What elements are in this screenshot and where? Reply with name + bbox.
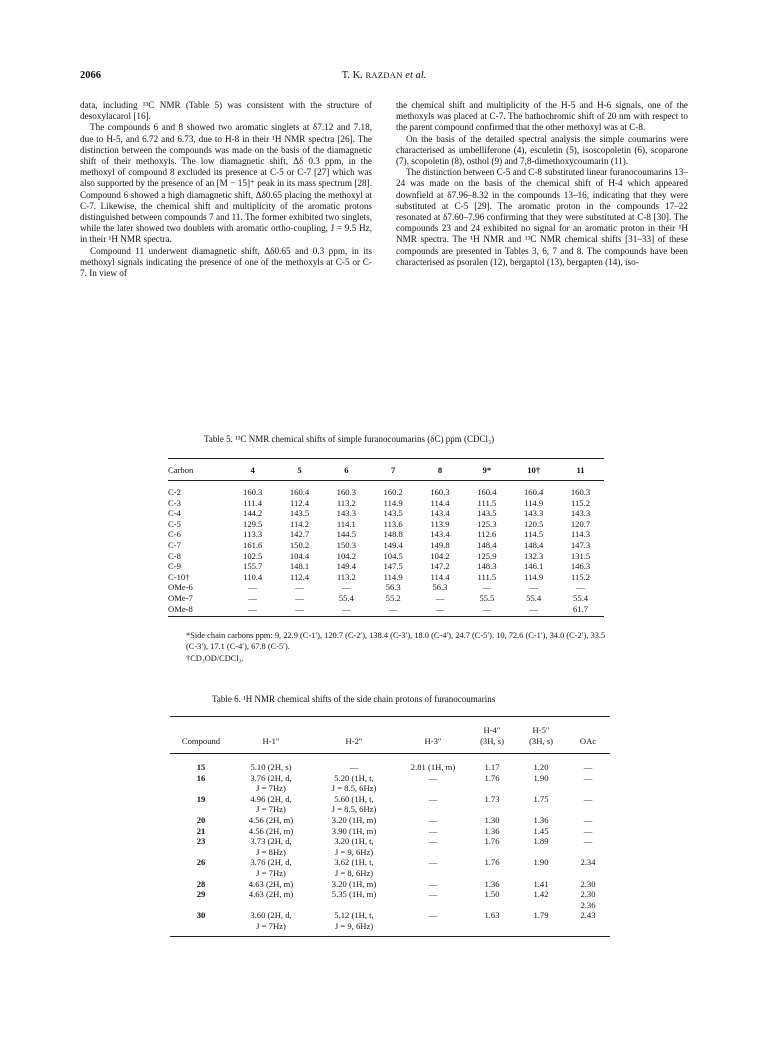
shift-value: — [435, 592, 445, 603]
shift-h2 [310, 773, 398, 794]
table-row [168, 572, 604, 583]
shift-value: 111.5 [477, 571, 497, 582]
cell-line: — [583, 825, 593, 836]
shift-oac [566, 836, 610, 857]
shift-value: 150.2 [289, 539, 310, 550]
cell-line: 3.73 (2H, d, [250, 836, 292, 847]
table5-column-header: 11 [557, 459, 604, 481]
table-row [170, 773, 610, 794]
cell-line: — [583, 836, 593, 847]
shift-oac [566, 815, 610, 826]
header-compound: Compound [170, 736, 232, 754]
compound-number: 30 [170, 910, 232, 936]
shift-oac [566, 857, 610, 878]
cell-line: 2.36 [580, 899, 596, 910]
cell-line: 3.20 (1H, t, [334, 836, 374, 847]
table5 [168, 458, 604, 617]
shift-value: 104.2 [430, 550, 450, 561]
shift-h4: 1.36 [484, 878, 500, 889]
carbon-label: C-2 [168, 487, 181, 497]
shift-value: 115.2 [571, 497, 591, 508]
shift-value: — [510, 604, 557, 617]
table6-header-row [170, 736, 610, 754]
cell-line: 2.30 [580, 889, 596, 900]
shift-h5: 1.90 [533, 857, 549, 868]
shift-value: — [248, 592, 257, 603]
paragraph: Compound 11 underwent diamagnetic shift, Δδ0.65 and 0.3 ppm, in its methoxyl signals indicating the presence of one of the methoxyls at C-5 or C-7. In view of [80, 245, 372, 279]
shift-value: 129.5 [243, 518, 263, 529]
shift-value: 155.7 [243, 561, 263, 572]
shift-h4: 1.73 [484, 793, 500, 804]
shift-h5: 1.45 [533, 825, 549, 836]
shift-oac [566, 754, 610, 773]
shift-value: 161.6 [243, 539, 263, 550]
shift-value: 144.5 [336, 529, 357, 540]
paragraph: The compounds 6 and 8 showed two aromatic singlets at δ7.12 and 7.18, due to H-5, and 6.72 and 6.73, due to H-8 in their ¹H NMR spectra [26]. The distinction between the compounds was made on the basis of the diamagnetic shift of their methoxyls. The low diamagnetic shift, Δδ 0.3 ppm, in the methoxyl of compound 8 excluded its presence at C-5 or C-7 [27] which was also supported by the presence of an [M − 15]⁺ peak in its mass spectrum [28]. Compound 6 showed a high diamagnetic shift, Δδ0.65 placing the methoxyl at C-7. Likewise, the chemical shift and multiplicity of the aromatic protons distinguished between compounds 7 and 11. The former exhibited two singlets, while the later showed two doublets with aromatic ortho-coupling, J = 9.5 Hz, in their ¹H NMR spectra. [80, 122, 372, 245]
shift-h4: 1.76 [484, 857, 500, 868]
compound-number: 19 [196, 793, 206, 804]
author-initials: T. K. [341, 70, 363, 81]
running-header [80, 70, 688, 86]
shift-h3: — [398, 910, 468, 936]
shift-value: — [323, 604, 370, 617]
table5-column-header: Carbon [168, 459, 229, 481]
shift-value: 114.9 [383, 571, 403, 582]
shift-h2 [310, 857, 398, 878]
header-h1: H-1″ [232, 736, 310, 754]
cell-line: 4.63 (2H, m) [248, 878, 294, 889]
table-row [168, 593, 604, 604]
shift-h3: — [428, 889, 438, 900]
cell-line: 2.30 [580, 878, 596, 889]
shift-value: 160.3 [336, 487, 357, 497]
shift-value: — [529, 582, 538, 593]
shift-value: 150.3 [336, 539, 357, 550]
table-row [168, 582, 604, 593]
shift-value: 120.7 [570, 518, 591, 529]
shift-value: 104.4 [289, 550, 310, 561]
carbon-label: C-5 [168, 518, 181, 529]
header-h2: H-2″ [310, 736, 398, 754]
table-row [170, 794, 610, 815]
table-row [168, 519, 604, 530]
shift-value: 114.4 [430, 497, 450, 508]
shift-value: 114.9 [524, 497, 544, 508]
shift-h3: — [428, 814, 438, 825]
shift-oac [566, 773, 610, 794]
carbon-label: OMe-7 [168, 592, 193, 603]
cell-line: 3.20 (1H, m) [331, 814, 377, 825]
table-row [170, 815, 610, 826]
header-oac: OAc [566, 736, 610, 754]
shift-h1 [232, 879, 310, 890]
shift-value: 143.3 [523, 508, 544, 519]
shift-h4: 1.36 [484, 825, 500, 836]
shift-value: — [248, 582, 257, 593]
shift-h5: 1.42 [533, 889, 549, 900]
carbon-label: C-10† [168, 571, 190, 582]
table5-column-header: 8 [417, 459, 464, 481]
table-row [170, 857, 610, 878]
shift-value: 160.2 [383, 487, 403, 497]
shift-value: 114.9 [524, 571, 544, 582]
carbon-label: OMe-8 [168, 604, 229, 617]
table-row [168, 604, 604, 617]
shift-value: — [295, 592, 304, 603]
table-row [168, 561, 604, 572]
shift-value: 120.5 [523, 518, 544, 529]
shift-h3: — [428, 793, 438, 804]
table-row [168, 529, 604, 540]
carbon-label: C-6 [168, 529, 181, 540]
cell-line: — [583, 762, 593, 772]
shift-value: 143.4 [430, 508, 450, 519]
shift-value: 148.4 [523, 539, 544, 550]
header-h4-sub: (3H, s) [468, 736, 516, 754]
shift-h1 [232, 815, 310, 826]
shift-h1 [232, 773, 310, 794]
table-row [170, 754, 610, 773]
shift-value: 160.4 [289, 487, 310, 497]
shift-h2 [310, 910, 398, 936]
shift-h1 [232, 910, 310, 936]
shift-value: 114.2 [290, 518, 310, 529]
cell-line: 3.20 (1H, m) [331, 878, 377, 889]
shift-value: 160.4 [477, 487, 497, 497]
shift-value: — [463, 604, 510, 617]
table5-caption: Table 5. ¹³C NMR chemical shifts of simple furanocoumarins (δC) ppm (CDCl₃) [204, 434, 495, 444]
shift-h2 [310, 826, 398, 837]
shift-value: 143.3 [336, 508, 357, 519]
shift-value: 114.5 [524, 529, 544, 540]
shift-value: 142.7 [289, 529, 310, 540]
shift-value: 149.4 [383, 539, 403, 550]
shift-h4: 1.63 [468, 910, 516, 936]
shift-value: 132.3 [523, 550, 544, 561]
shift-h3: — [428, 772, 438, 783]
cell-line: 5.10 (2H, s) [250, 762, 292, 772]
cell-line: 4.56 (2H, m) [248, 825, 294, 836]
compound-number: 15 [196, 762, 206, 772]
shift-value: 104.5 [383, 550, 403, 561]
shift-oac [566, 826, 610, 837]
shift-value: 160.3 [570, 487, 591, 497]
shift-h1 [232, 794, 310, 815]
cell-line: J = 9, 6Hz) [334, 920, 374, 931]
shift-h1 [232, 889, 310, 910]
table5-column-header: 7 [370, 459, 417, 481]
table-row [170, 826, 610, 837]
shift-h2 [310, 754, 398, 773]
cell-line: 2.34 [580, 857, 596, 868]
table-row [168, 481, 604, 498]
table5-column-header: 9* [463, 459, 510, 481]
shift-h2 [310, 879, 398, 890]
shift-value: 112.6 [477, 529, 497, 540]
shift-value: — [276, 604, 323, 617]
table-row [170, 836, 610, 857]
table6-caption: Table 6. ¹H NMR chemical shifts of the side chain protons of furanocoumarins [212, 694, 496, 704]
shift-h5: 1.41 [533, 878, 549, 889]
table5-column-header: 10† [510, 459, 557, 481]
shift-h2 [310, 836, 398, 857]
compound-number: 20 [196, 814, 206, 825]
shift-value: 114.4 [430, 571, 450, 582]
shift-value: — [295, 582, 304, 593]
shift-value: 143.5 [289, 508, 310, 519]
shift-value: 160.4 [523, 487, 544, 497]
shift-h3: — [428, 878, 438, 889]
shift-value: 146.3 [570, 561, 591, 572]
compound-number: 21 [196, 825, 206, 836]
shift-value: 113.2 [336, 571, 356, 582]
shift-value: 114.3 [571, 529, 591, 540]
shift-h2 [310, 794, 398, 815]
shift-value: 115.2 [571, 571, 591, 582]
table6 [170, 716, 610, 937]
cell-line: — [583, 814, 593, 825]
running-title [80, 70, 688, 81]
shift-value: 102.5 [243, 550, 263, 561]
table5-column-header: 6 [323, 459, 370, 481]
table5-header-row [168, 459, 604, 481]
shift-value: 147.3 [570, 539, 591, 550]
shift-value: 148.8 [383, 529, 403, 540]
table-row [168, 498, 604, 509]
shift-value: 55.4 [526, 592, 542, 603]
compound-number: 23 [196, 836, 206, 847]
cell-line: 5.60 (1H, t, [334, 793, 374, 804]
shift-value: — [370, 604, 417, 617]
cell-line: 5.12 (1H, t, [334, 910, 374, 921]
shift-value: 112.4 [290, 571, 310, 582]
paragraph: data, including ¹³C NMR (Table 5) was consistent with the structure of desoxylacarol [16]. [80, 100, 372, 122]
shift-value: 125.9 [477, 550, 497, 561]
shift-value: 114.9 [383, 497, 403, 508]
shift-value: 143.5 [383, 508, 403, 519]
shift-value: 143.5 [477, 508, 497, 519]
shift-h2 [310, 889, 398, 910]
cell-line: J = 8, 6Hz) [334, 867, 374, 878]
shift-value: 149.8 [430, 539, 450, 550]
shift-oac [566, 794, 610, 815]
shift-oac [566, 879, 610, 890]
shift-value: 131.5 [570, 550, 591, 561]
table5-footnote-solvent: †CD₃OD/CDCl₃. [186, 654, 244, 663]
table-row [170, 910, 610, 936]
shift-value: 55.4 [338, 592, 354, 603]
shift-value: 144.2 [243, 508, 263, 519]
shift-value: 160.3 [430, 487, 450, 497]
shift-h3: — [428, 836, 438, 847]
shift-h4: 1.17 [484, 762, 500, 772]
cell-line: 2.43 [580, 910, 596, 921]
shift-value: 113.9 [430, 518, 450, 529]
shift-value: 143.4 [430, 529, 450, 540]
shift-value: 110.4 [243, 571, 263, 582]
shift-value: 112.4 [290, 497, 310, 508]
carbon-label: C-3 [168, 497, 181, 508]
cell-line: J = 7Hz) [256, 804, 286, 815]
shift-value: 114.1 [336, 518, 356, 529]
shift-value: 160.3 [243, 487, 263, 497]
shift-value: 149.4 [336, 561, 357, 572]
table-row [168, 540, 604, 551]
shift-value: — [342, 582, 351, 593]
shift-h4: 1.50 [484, 889, 500, 900]
carbon-label: C-9 [168, 561, 181, 572]
shift-h5: 1.89 [533, 836, 549, 847]
header-h5-sub: (3H, s) [516, 736, 566, 754]
table-row [168, 508, 604, 519]
shift-value: 56.3 [385, 582, 401, 593]
cell-line: 3.76 (2H, d, [250, 772, 292, 783]
shift-value: 111.5 [477, 497, 497, 508]
shift-value: 55.4 [573, 592, 589, 603]
shift-value: 147.2 [430, 561, 450, 572]
compound-number: 16 [196, 772, 206, 783]
shift-value: 55.5 [479, 592, 495, 603]
table5-column-header: 5 [276, 459, 323, 481]
shift-h5: 1.79 [516, 910, 566, 936]
shift-value: 148.3 [477, 561, 497, 572]
cell-line: J = 7Hz) [256, 920, 286, 931]
shift-h3: 2.81 (1H, m) [410, 762, 456, 772]
shift-h3: — [428, 857, 438, 868]
carbon-label: OMe-6 [168, 582, 193, 593]
shift-value: 61.7 [557, 604, 604, 617]
shift-h5: 1.75 [533, 793, 549, 804]
cell-line: J = 8.5, 6Hz) [331, 783, 377, 794]
shift-value: — [482, 582, 492, 593]
shift-value: 125.3 [477, 518, 497, 529]
table-row [168, 551, 604, 562]
header-h3: H-3″ [398, 736, 468, 754]
table6-body [170, 754, 610, 937]
cell-line: J = 9, 6Hz) [334, 846, 374, 857]
header-h5: H-5″ [516, 717, 566, 737]
page-number: 2066 [80, 70, 101, 81]
table5-column-header: 4 [229, 459, 276, 481]
header-h4: H-4″ [468, 717, 516, 737]
cell-line: 5.20 (1H, t, [334, 772, 374, 783]
shift-value: 146.1 [523, 561, 544, 572]
table5-body [168, 481, 604, 617]
carbon-label: C-8 [168, 550, 181, 561]
cell-line: J = 8Hz) [256, 846, 286, 857]
shift-h4: 1.76 [484, 772, 500, 783]
cell-line: 3.62 (1H, t, [334, 857, 374, 868]
cell-line: J = 8.5, 6Hz) [331, 804, 377, 815]
shift-value: — [417, 604, 464, 617]
author-surname: RAZDAN [365, 70, 403, 80]
shift-value: 147.5 [383, 561, 403, 572]
shift-h5: 1.20 [533, 762, 549, 772]
cell-line: 3.90 (1H, m) [331, 825, 377, 836]
table-row [170, 889, 610, 910]
compound-number: 26 [196, 857, 206, 868]
paragraph: On the basis of the detailed spectral analysis the simple coumarins were characterised as umbelliferone (4), esculetin (5), isoscopoletin (6), scoparone (7), scopoletin (8), osthol (9) and 7,8-dimethoxycoumarin (11). [396, 133, 688, 167]
shift-h4: 1.76 [484, 836, 500, 847]
shift-oac [566, 910, 610, 936]
shift-h1 [232, 754, 310, 773]
shift-value: 113.3 [243, 529, 263, 540]
table5-footnote: *Side chain carbons ppm: 9, 22.9 (C-1′), 120.7 (C-2′), 138.4 (C-3′), 18.0 (C-4′), 24.7 (C-5′). 10, 72.6 (C-1′), 34.0 (C-2′), 33.5 (C-3′), 17.1 (C-4′), 67.8 (C-5′). [186, 631, 606, 651]
shift-h1 [232, 826, 310, 837]
shift-h3: — [428, 825, 438, 836]
shift-value: 113.6 [383, 518, 403, 529]
shift-oac [566, 889, 610, 910]
cell-line: 4.56 (2H, m) [248, 814, 294, 825]
shift-value: 113.2 [336, 497, 356, 508]
cell-line: J = 7Hz) [256, 783, 286, 794]
compound-number: 28 [196, 878, 206, 889]
cell-line: J = 7Hz) [256, 867, 286, 878]
shift-value: 111.4 [243, 497, 263, 508]
paragraph: The distinction between C-5 and C-8 substituted linear furanocoumarins 13–24 was made on the basis of the chemical shift of H-4 which appeared downfield at δ7.96–8.32 in the compounds 13–16, indicating that they were substituted at C-5 [29]. The aromatic proton in the compounds 17–22 resonated at δ7.60–7.96 confirming that they were substituted at C-8 [30]. The compounds 23 and 24 exhibited no signal for an aromatic proton in their ¹H NMR spectra. The ¹H NMR and ¹³C NMR chemical shifts [31–33] of these compounds are presented in Tables 3, 6, 7 and 8. The compounds have been characterised as psoralen (12), bergaptol (13), bergapten (14), iso- [396, 167, 688, 267]
shift-h2 [310, 815, 398, 826]
cell-line: 3.76 (2H, d, [250, 857, 292, 868]
shift-h4: 1.30 [484, 814, 500, 825]
table-row [170, 879, 610, 890]
cell-line: — [583, 793, 593, 804]
shift-h5: 1.90 [533, 772, 549, 783]
cell-line: 3.60 (2H, d, [250, 910, 292, 921]
cell-line: 5.35 (1H, m) [331, 889, 377, 900]
compound-number: 29 [196, 889, 206, 900]
table6-header-row [170, 717, 610, 737]
cell-line: — [583, 772, 593, 783]
shift-value: 55.2 [385, 592, 401, 603]
left-text-column [80, 100, 372, 279]
cell-line: 4.96 (2H, d, [250, 793, 292, 804]
shift-h5: 1.36 [533, 814, 549, 825]
paragraph: the chemical shift and multiplicity of the H-5 and H-6 signals, one of the methoxyls was placed at C-7. The bathochromic shift of 20 nm with respect to the parent compound confirmed that the other methoxyl was at C-8. [396, 100, 688, 133]
shift-value: 104.2 [336, 550, 357, 561]
shift-value: 148.1 [289, 561, 310, 572]
right-text-column [396, 100, 688, 268]
cell-line: — [349, 762, 359, 772]
cell-line: 4.63 (2H, m) [248, 889, 294, 900]
carbon-label: C-7 [168, 539, 181, 550]
shift-value: 143.3 [570, 508, 591, 519]
shift-value: 56.3 [432, 582, 448, 593]
author-suffix: et al. [405, 70, 427, 81]
shift-value: 148.4 [477, 539, 497, 550]
shift-value: — [229, 604, 276, 617]
shift-h1 [232, 857, 310, 878]
shift-h1 [232, 836, 310, 857]
shift-value: — [576, 582, 585, 593]
carbon-label: C-4 [168, 508, 181, 519]
